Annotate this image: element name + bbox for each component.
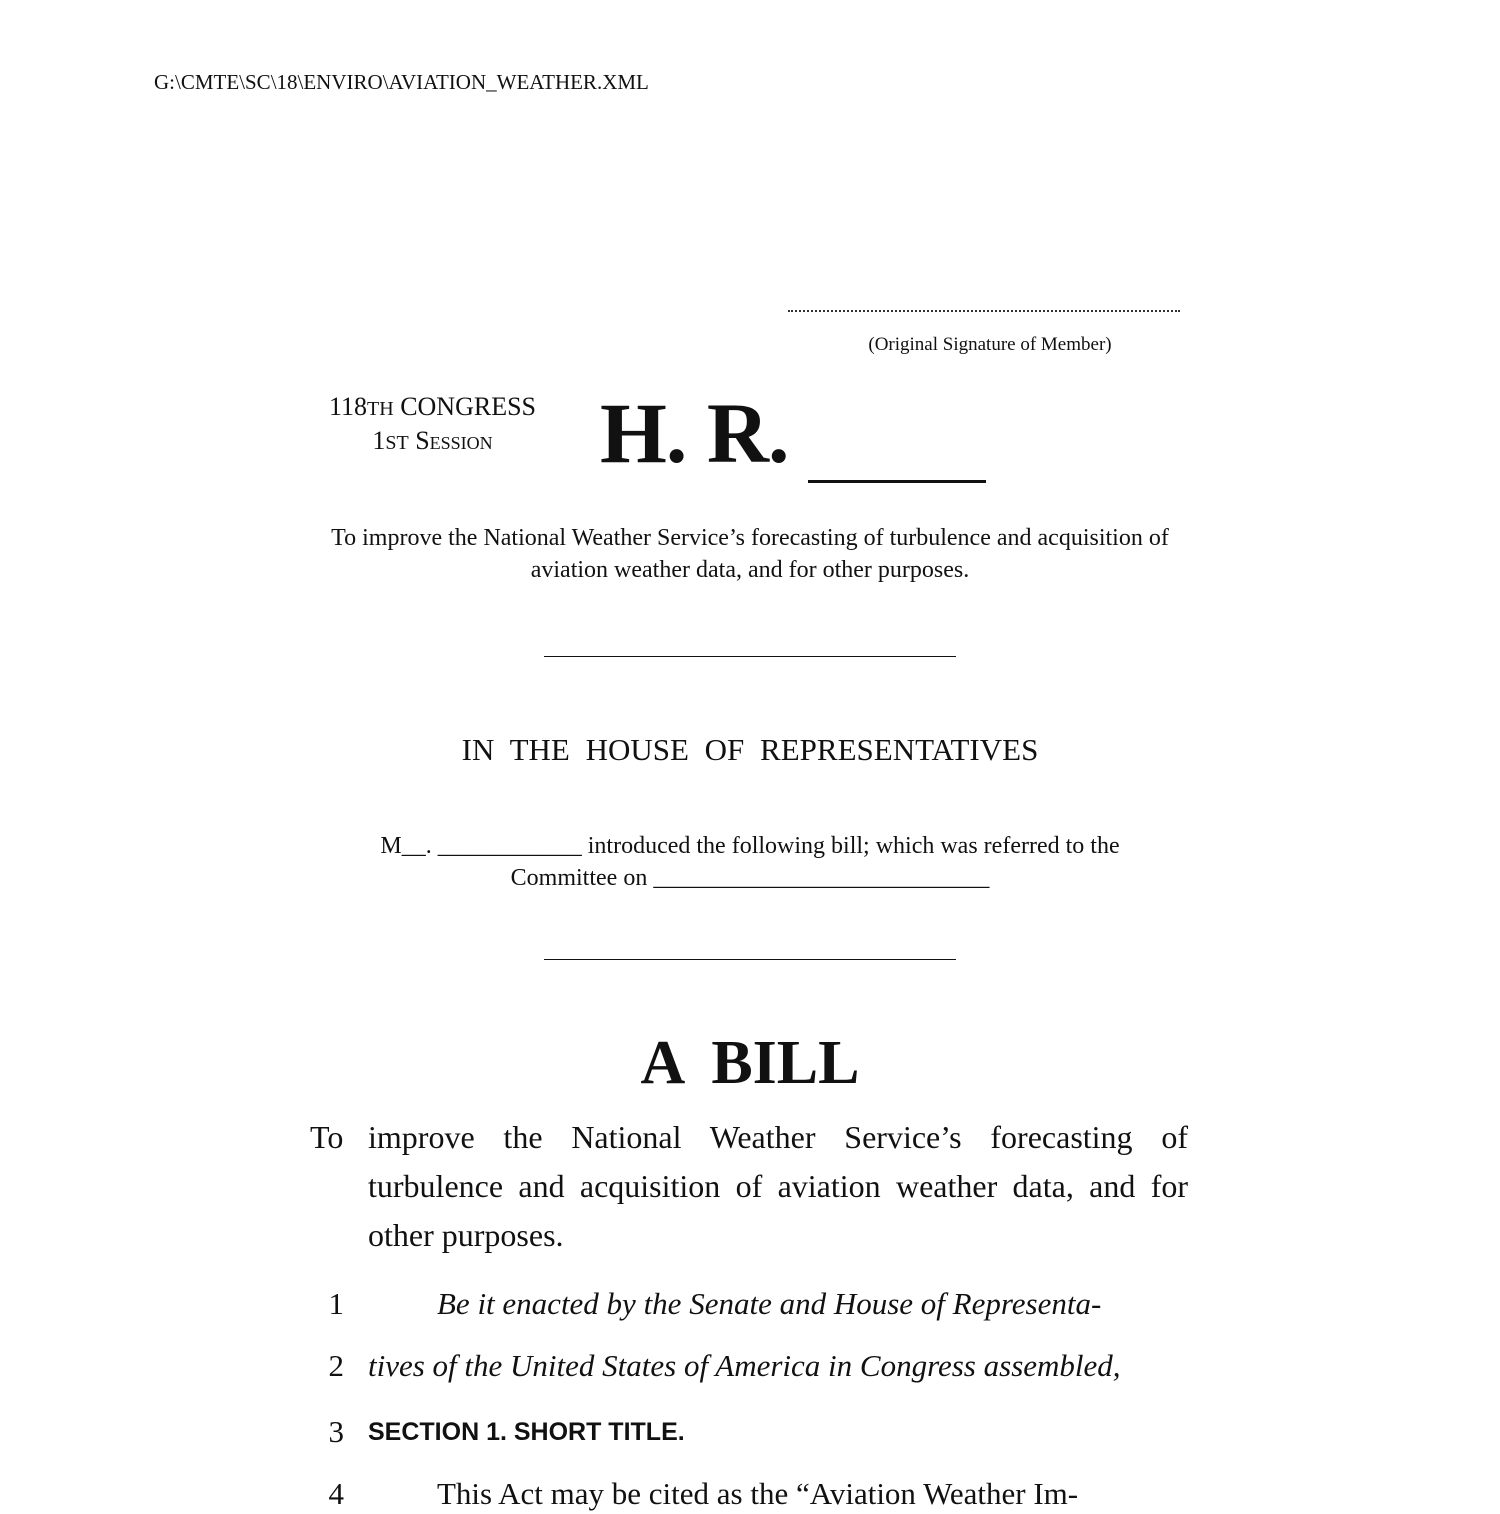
purpose-lead: To bbox=[310, 1119, 344, 1155]
bill-number-blank bbox=[808, 480, 986, 483]
line-number: 2 bbox=[328, 1348, 344, 1383]
congress-word: CONGRESS bbox=[400, 392, 537, 421]
file-path: G:\CMTE\SC\18\ENVIRO\AVIATION_WEATHER.XML bbox=[154, 70, 649, 94]
session-number: 1 bbox=[372, 426, 386, 455]
line-number: 4 bbox=[328, 1476, 344, 1511]
congress-number: 118 bbox=[328, 392, 368, 421]
signature-label: (Original Signature of Member) bbox=[868, 334, 1112, 355]
short-title-text: This Act may be cited as the “Aviation Weather Im- bbox=[437, 1476, 1079, 1511]
congress-line bbox=[290, 391, 575, 425]
bill-heading: A BILL bbox=[640, 1029, 860, 1097]
divider bbox=[544, 959, 956, 960]
short-description: To improve the National Weather Service’s forecasting of turbulence and acquisition of aviation weather data, and for other purposes. bbox=[331, 525, 1169, 583]
introduction bbox=[300, 830, 1200, 894]
session-word: Session bbox=[415, 426, 493, 455]
section-heading: SECTION 1. SHORT TITLE. bbox=[368, 1418, 685, 1446]
divider bbox=[544, 656, 956, 657]
signature-line bbox=[788, 300, 1180, 312]
session-line bbox=[290, 425, 575, 459]
line-number: 1 bbox=[328, 1286, 344, 1321]
enacting-clause-line: tives of the United States of America in Congress assembled, bbox=[368, 1348, 1121, 1383]
purpose-text: improve the National Weather Service’s forecasting of turbulence and acquisition of aviation weather data, and for other purposes. bbox=[368, 1119, 1188, 1253]
congress-suffix: TH bbox=[367, 398, 394, 420]
chamber-heading: IN THE HOUSE OF REPRESENTATIVES bbox=[461, 732, 1039, 767]
line-number: 3 bbox=[328, 1414, 344, 1449]
introduction-line-1: M__. ____________ introduced the following bill; which was referred to the bbox=[380, 833, 1120, 859]
session-suffix: ST bbox=[385, 432, 409, 454]
congress-session bbox=[290, 391, 575, 459]
introduction-line-2: Committee on ____________________________ bbox=[510, 865, 990, 891]
bill-designation: H. R. bbox=[600, 385, 789, 481]
enacting-clause-line: Be it enacted by the Senate and House of Representa- bbox=[437, 1286, 1102, 1321]
